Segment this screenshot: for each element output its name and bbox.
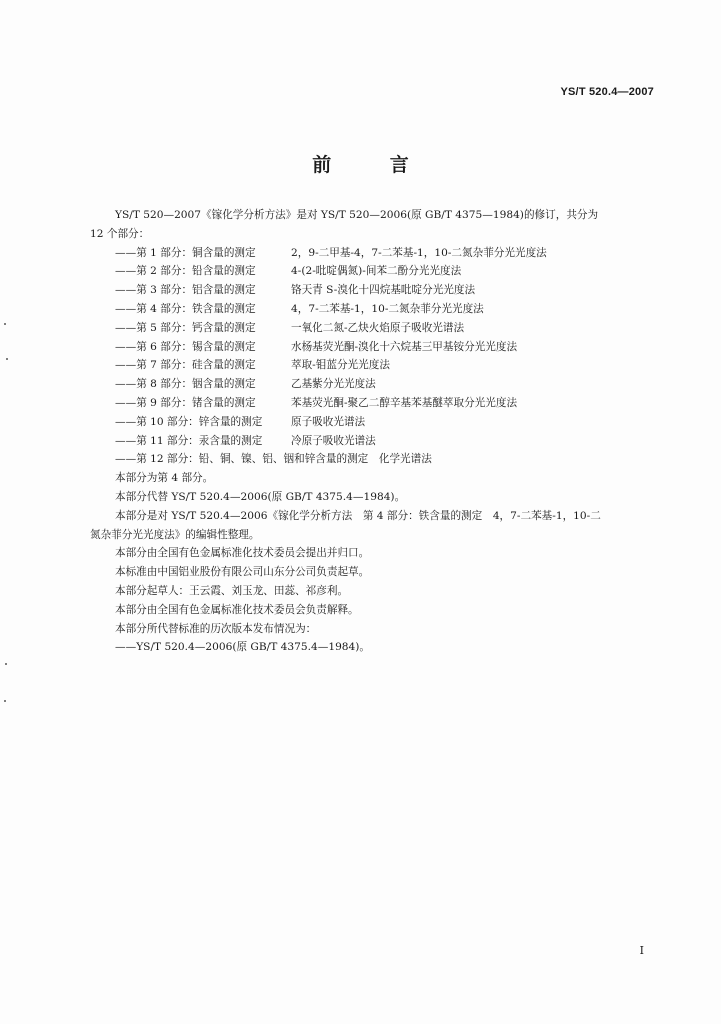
part-method: 化学光谱法 xyxy=(378,453,432,466)
part-label: ——第 9 部分：锗含量的测定 xyxy=(115,396,256,409)
list-item xyxy=(90,450,660,469)
paragraph-revision-line-2: 氮杂菲分光光度法》的编辑性整理。 xyxy=(90,528,260,541)
part-method: 铬天青 S-溴化十四烷基吡啶分光光度法 xyxy=(291,284,476,297)
part-method: 冷原子吸收光谱法 xyxy=(291,434,376,447)
part-label: ——第 8 部分：铟含量的测定 xyxy=(115,378,256,391)
part-method: 4，7-二苯基-1，10-二氮杂菲分光光度法 xyxy=(291,302,484,315)
paragraph-drafted-by: 本标准由中国铝业股份有限公司山东分公司负责起草。 xyxy=(115,566,370,579)
paragraph-part-number: 本部分为第 4 部分。 xyxy=(115,472,214,485)
list-item xyxy=(90,300,660,319)
part-label: ——第 7 部分：硅含量的测定 xyxy=(115,359,256,372)
part-label: ——第 1 部分：铜含量的测定 xyxy=(115,246,256,259)
list-item xyxy=(90,375,660,394)
list-item xyxy=(90,394,660,413)
standard-code-header: YS/T 520.4—2007 xyxy=(560,86,654,98)
page-number: I xyxy=(639,944,644,957)
document-body xyxy=(90,206,660,657)
scan-mark xyxy=(5,663,7,665)
part-label: ——第 11 部分：汞含量的测定 xyxy=(115,434,263,447)
list-item xyxy=(90,432,660,451)
part-method: 原子吸收光谱法 xyxy=(291,415,366,428)
intro-line-2: 12 个部分： xyxy=(90,227,150,240)
list-item xyxy=(90,244,660,263)
paragraph-interpretation: 本部分由全国有色金属标准化技术委员会负责解释。 xyxy=(115,603,359,616)
paragraph-history-item: ——YS/T 520.4—2006(原 GB/T 4375.4—1984)。 xyxy=(115,641,371,654)
list-item xyxy=(90,281,660,300)
scan-mark xyxy=(6,358,8,360)
intro-line-1: YS/T 520—2007《镓化学分析方法》是对 YS/T 520—2006(原 GB/T 4375—1984)的修订，共分为 xyxy=(115,209,599,221)
part-method: 苯基荧光酮-聚乙二醇辛基苯基醚萃取分光光度法 xyxy=(291,396,518,409)
part-label: ——第 2 部分：铅含量的测定 xyxy=(115,265,256,278)
parts-list xyxy=(90,244,660,470)
paragraph-revision-line-1: 本部分是对 YS/T 520.4—2006《镓化学分析方法 第 4 部分：铁含量的测定 4，7-二苯基-1，10-二 xyxy=(115,509,601,522)
list-item xyxy=(90,319,660,338)
list-item xyxy=(90,356,660,375)
part-method: 一氧化二氮-乙炔火焰原子吸收光谱法 xyxy=(291,321,465,334)
part-method: 乙基紫分光光度法 xyxy=(291,378,376,391)
part-label: ——第 4 部分：铁含量的测定 xyxy=(115,302,256,315)
part-label: ——第 10 部分：锌含量的测定 xyxy=(115,415,263,428)
page-title: 前 言 xyxy=(312,154,435,176)
part-method: 萃取-钼蓝分光光度法 xyxy=(291,359,390,372)
list-item xyxy=(90,413,660,432)
part-method: 水杨基荧光酮-溴化十六烷基三甲基铵分光光度法 xyxy=(291,340,518,353)
list-item xyxy=(90,262,660,281)
part-label: ——第 6 部分：锡含量的测定 xyxy=(115,340,256,353)
scan-mark xyxy=(4,323,6,325)
paragraph-drafters: 本部分起草人：王云霞、刘玉龙、田蕊、祁彦利。 xyxy=(115,584,349,597)
scan-mark xyxy=(4,700,6,702)
paragraph-proposed-by: 本部分由全国有色金属标准化技术委员会提出并归口。 xyxy=(115,547,370,560)
paragraph-history-intro: 本部分所代替标准的历次版本发布情况为： xyxy=(115,622,317,635)
part-label: ——第 5 部分：钙含量的测定 xyxy=(115,321,256,334)
part-label: ——第 12 部分：铅、铜、镍、铝、铟和锌含量的测定 xyxy=(115,453,369,466)
part-method: 4-(2-吡啶偶氮)-间苯二酚分光光度法 xyxy=(291,265,462,278)
part-label: ——第 3 部分：铝含量的测定 xyxy=(115,284,256,297)
paragraph-replaces: 本部分代替 YS/T 520.4—2006(原 GB/T 4375.4—1984)。 xyxy=(115,490,406,503)
list-item xyxy=(90,338,660,357)
part-method: 2，9-二甲基-4，7-二苯基-1，10-二氮杂菲分光光度法 xyxy=(291,246,547,259)
